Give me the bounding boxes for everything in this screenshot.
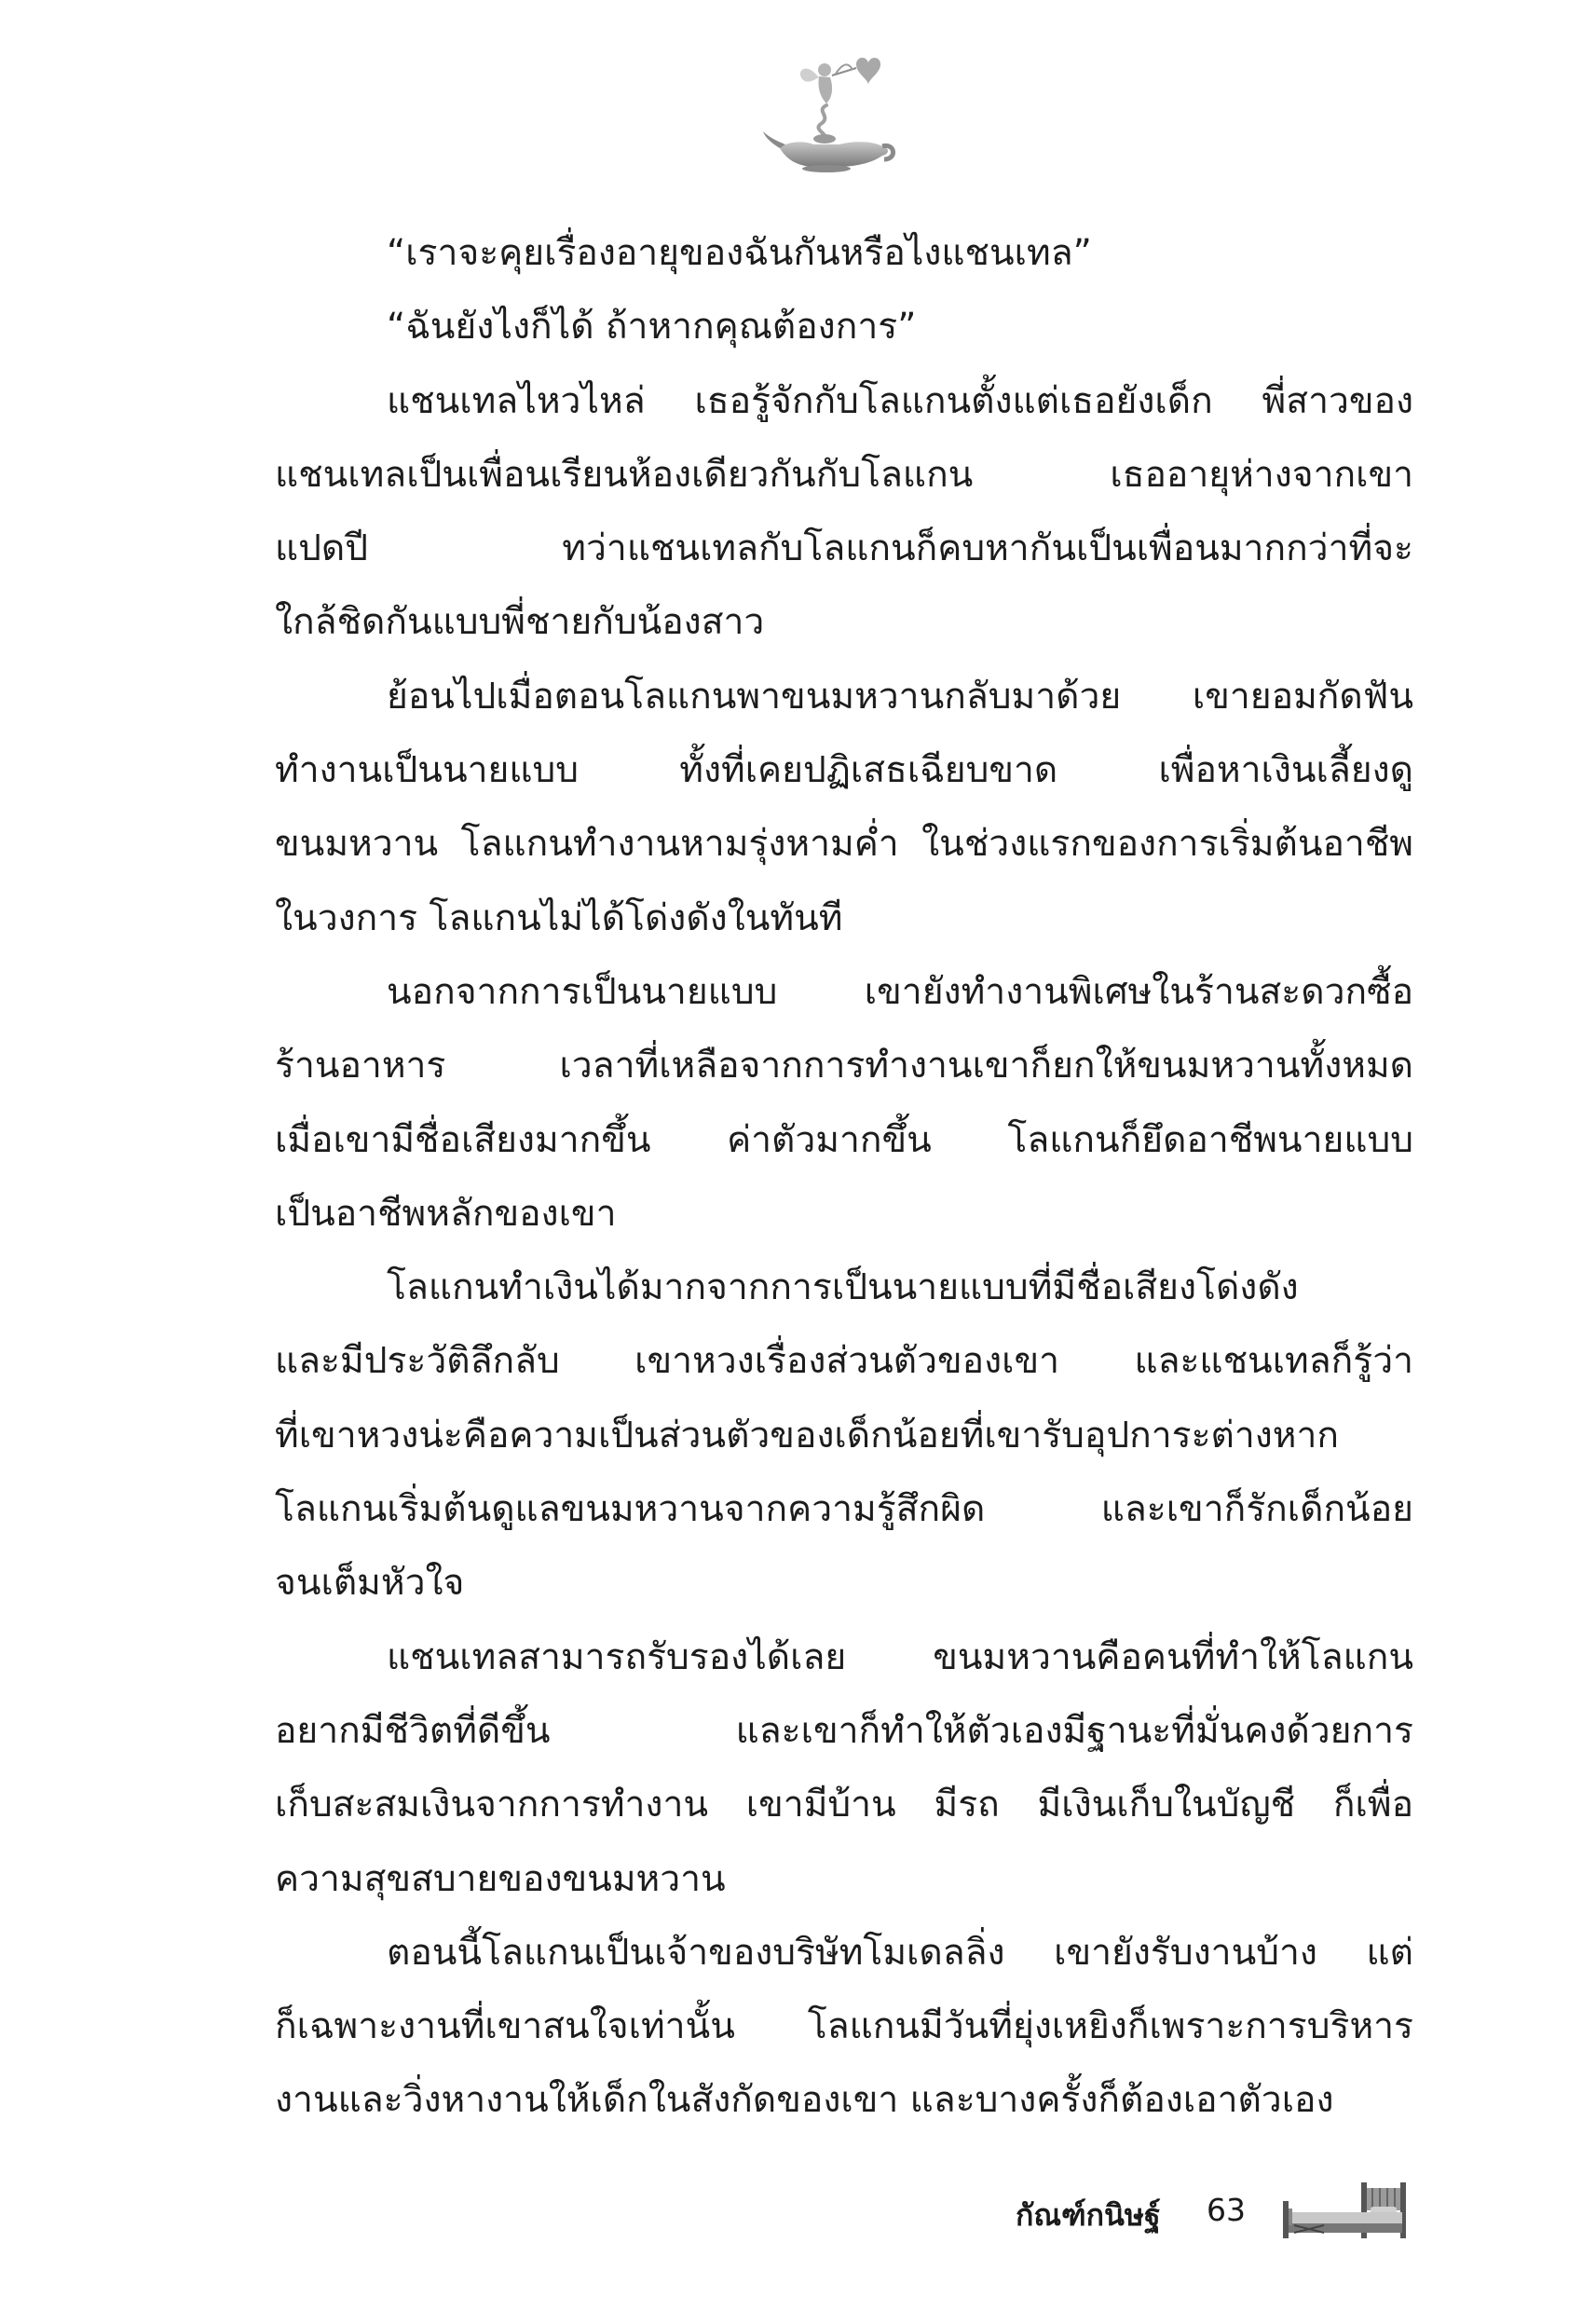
text-line: ขนมหวาน โลแกนทำงานหามรุ่งหามค่ำ ในช่วงแรกของการเริ่มต้นอาชีพ	[275, 823, 1413, 866]
paragraph	[275, 1620, 1413, 1916]
text-line: และมีประวัติลึกลับ เขาหวงเรื่องส่วนตัวของเขา และแชนเทลก็รู้ว่า	[275, 1340, 1413, 1383]
text-line: โลแกนทำเงินได้มากจากการเป็นนายแบบที่มีชื่อเสียงโด่งดัง	[387, 1266, 1299, 1309]
text-line: เมื่อเขามีชื่อเสียงมากขึ้น ค่าตัวมากขึ้น โลแกนก็ยึดอาชีพนายแบบ	[275, 1118, 1413, 1161]
text-line: แชนเทลเป็นเพื่อนเรียนห้องเดียวกันกับโลแกน เธออายุห่างจากเขา	[275, 453, 1413, 496]
bed-icon	[1281, 2181, 1412, 2244]
paragraph	[275, 1251, 1413, 1620]
text-line: ใกล้ชิดกันแบบพี่ชายกับน้องสาว	[275, 601, 765, 644]
text-line: จนเต็มหัวใจ	[275, 1562, 465, 1605]
text-line: โลแกนเริ่มต้นดูแลขนมหวานจากความรู้สึกผิด และเขาก็รักเด็กน้อย	[275, 1488, 1413, 1531]
paragraph	[275, 216, 1413, 290]
paragraph	[275, 955, 1413, 1251]
text-line: ย้อนไปเมื่อตอนโลแกนพาขนมหวานกลับมาด้วย เขายอมกัดฟัน	[387, 675, 1413, 718]
text-line: ทำงานเป็นนายแบบ ทั้งที่เคยปฏิเสธเฉียบขาด เพื่อหาเงินเลี้ยงดู	[275, 749, 1413, 792]
text-line: นอกจากการเป็นนายแบบ เขายังทำงานพิเศษในร้านสะดวกซื้อ	[387, 970, 1413, 1013]
text-line: แปดปี ทว่าแชนเทลกับโลแกนก็คบหากันเป็นเพื่อนมากกว่าที่จะ	[275, 527, 1413, 570]
book-title: กัณฑ์กนิษฐ์	[1016, 2197, 1161, 2233]
text-line: ที่เขาหวงน่ะคือความเป็นส่วนตัวของเด็กน้อยที่เขารับอุปการะต่างหาก	[275, 1414, 1340, 1456]
paragraph	[275, 660, 1413, 955]
text-line: ในวงการ โลแกนไม่ได้โด่งดังในทันที	[275, 896, 843, 939]
page-footer	[1016, 2181, 1425, 2246]
text-line: “เราจะคุยเรื่องอายุของฉันกันหรือไงแชนเทล”	[387, 232, 1092, 274]
paragraph	[275, 1916, 1413, 2138]
text-line: อยากมีชีวิตที่ดีขึ้น และเขาก็ทำให้ตัวเองมีฐานะที่มั่นคงด้วยการ	[275, 1709, 1413, 1752]
text-line: แชนเทลสามารถรับรองได้เลย ขนมหวานคือคนที่ทำให้โลแกน	[387, 1635, 1413, 1678]
text-line: “ฉันยังไงก็ได้ ถ้าหากคุณต้องการ”	[387, 306, 917, 349]
text-line: เป็นอาชีพหลักของเขา	[275, 1192, 617, 1235]
text-line: ก็เฉพาะงานที่เขาสนใจเท่านั้น โลแกนมีวันที่ยุ่งเหยิงก็เพราะการบริหาร	[275, 2005, 1413, 2048]
page-number: 63	[1207, 2192, 1246, 2228]
body-text	[275, 216, 1413, 2138]
text-line: ความสุขสบายของขนมหวาน	[275, 1857, 726, 1900]
paragraph	[275, 290, 1413, 363]
text-line: เก็บสะสมเงินจากการทำงาน เขามีบ้าน มีรถ มีเงินเก็บในบัญชี ก็เพื่อ	[275, 1784, 1413, 1826]
genie-lamp-cupid-icon	[759, 51, 899, 172]
text-line: ตอนนี้โลแกนเป็นเจ้าของบริษัทโมเดลลิ่ง เขายังรับงานบ้าง แต่	[387, 1931, 1413, 1974]
paragraph	[275, 364, 1413, 660]
text-line: งานและวิ่งหางานให้เด็กในสังกัดของเขา และบางครั้งก็ต้องเอาตัวเอง	[275, 2079, 1334, 2122]
text-line: ร้านอาหาร เวลาที่เหลือจากการทำงานเขาก็ยกให้ขนมหวานทั้งหมด	[275, 1045, 1413, 1087]
text-line: แชนเทลไหวไหล่ เธอรู้จักกับโลแกนตั้งแต่เธอยังเด็ก พี่สาวของ	[387, 379, 1413, 422]
